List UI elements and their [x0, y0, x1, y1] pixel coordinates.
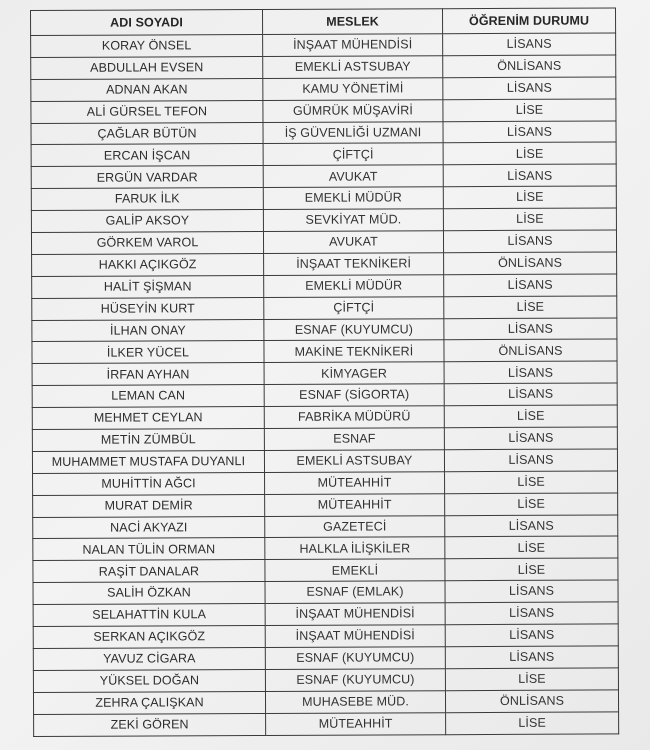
table-row — [33, 493, 618, 517]
cell-education: LİSE — [445, 558, 618, 581]
cell-profession: KİMYAGER — [264, 362, 444, 385]
cell-profession: EMEKLİ MÜDÜR — [264, 274, 444, 297]
cell-education: LİSANS — [443, 164, 616, 187]
table-row — [31, 142, 616, 166]
cell-education: LİSE — [445, 536, 618, 559]
cell-name: ERGÜN VARDAR — [31, 166, 263, 189]
cell-name: ADNAN AKAN — [31, 78, 263, 101]
cell-education: ÖNLİSANS — [444, 252, 617, 275]
cell-name: HÜSEYİN KURT — [32, 297, 264, 320]
header-name: ADI SOYADI — [31, 9, 263, 35]
cell-profession: EMEKLİ ASTSUBAY — [263, 56, 443, 79]
cell-profession: AVUKAT — [263, 231, 443, 254]
cell-education: LİSANS — [443, 77, 616, 100]
cell-profession: EMEKLİ MÜDÜR — [263, 187, 443, 210]
table-row — [33, 646, 618, 670]
cell-profession: ESNAF (KUYUMCU) — [265, 647, 445, 670]
cell-education: LİSE — [444, 296, 617, 319]
table-body — [31, 33, 619, 736]
cell-profession: ESNAF (KUYUMCU) — [265, 669, 445, 692]
cell-education: LİSE — [443, 186, 616, 209]
cell-education: ÖNLİSANS — [445, 690, 618, 713]
table-row — [33, 558, 618, 582]
cell-profession: KAMU YÖNETİMİ — [263, 77, 443, 100]
cell-education: LİSANS — [444, 427, 617, 450]
cell-name: NALAN TÜLİN ORMAN — [33, 538, 265, 561]
table-row — [32, 427, 617, 451]
candidate-table — [30, 7, 619, 736]
table-row — [31, 99, 616, 123]
cell-name: YÜKSEL DOĞAN — [33, 669, 265, 692]
cell-education: LİSE — [443, 142, 616, 165]
cell-profession: ESNAF — [264, 428, 444, 451]
cell-name: ZEKİ GÖREN — [34, 713, 266, 736]
cell-education: LİSANS — [444, 318, 617, 341]
cell-education: LİSANS — [444, 274, 617, 297]
cell-profession: GAZETECİ — [265, 515, 445, 538]
cell-profession: MUHASEBE MÜD. — [265, 690, 445, 713]
table-row — [32, 449, 617, 473]
cell-profession: İNŞAAT MÜHENDİSİ — [263, 34, 443, 57]
table-row — [31, 33, 616, 57]
table-row — [32, 296, 617, 320]
header-row — [31, 8, 616, 36]
table-row — [32, 405, 617, 429]
cell-name: MEHMET CEYLAN — [32, 407, 264, 430]
cell-name: YAVUZ CİGARA — [33, 647, 265, 670]
table-row — [33, 602, 618, 626]
cell-education: LİSANS — [444, 449, 617, 472]
cell-name: ÇAĞLAR BÜTÜN — [31, 122, 263, 145]
cell-name: İLKER YÜCEL — [32, 341, 264, 364]
cell-profession: İŞ GÜVENLİĞİ UZMANI — [263, 121, 443, 144]
cell-profession: AVUKAT — [263, 165, 443, 188]
cell-name: MUHİTTİN AĞCI — [33, 472, 265, 495]
cell-education: LİSE — [446, 712, 619, 735]
cell-name: NACİ AKYAZI — [33, 516, 265, 539]
cell-profession: İNŞAAT TEKNİKERİ — [264, 253, 444, 276]
table-row — [31, 186, 616, 210]
table-row — [32, 252, 617, 276]
cell-name: SERKAN AÇIKGÖZ — [33, 626, 265, 649]
table-row — [33, 580, 618, 604]
table-row — [32, 274, 617, 298]
cell-name: HAKKI AÇIKGÖZ — [32, 253, 264, 276]
cell-name: KORAY ÖNSEL — [31, 34, 263, 57]
cell-education: LİSANS — [445, 646, 618, 669]
cell-profession: ESNAF (KUYUMCU) — [264, 318, 444, 341]
cell-name: ABDULLAH EVSEN — [31, 56, 263, 79]
cell-education: LİSE — [444, 405, 617, 428]
cell-education: ÖNLİSANS — [444, 339, 617, 362]
cell-education: LİSE — [445, 668, 618, 691]
cell-name: HALİT ŞİŞMAN — [32, 275, 264, 298]
header-education: ÖĞRENİM DURUMU — [442, 8, 615, 34]
cell-name: FARUK İLK — [31, 188, 263, 211]
table-row — [33, 668, 618, 692]
table-row — [32, 383, 617, 407]
cell-name: ZEHRA ÇALIŞKAN — [33, 691, 265, 714]
cell-education: LİSE — [443, 208, 616, 231]
cell-profession: SEVKİYAT MÜD. — [263, 209, 443, 232]
document-sheet — [30, 10, 615, 737]
cell-name: MUHAMMET MUSTAFA DUYANLI — [32, 450, 264, 473]
cell-education: ÖNLİSANS — [443, 55, 616, 78]
table-row — [34, 712, 619, 736]
cell-profession: GÜMRÜK MÜŞAVİRİ — [263, 99, 443, 122]
cell-name: ERCAN İŞCAN — [31, 144, 263, 167]
cell-education: LİSANS — [445, 602, 618, 625]
cell-profession: EMEKLİ ASTSUBAY — [264, 450, 444, 473]
cell-name: GALİP AKSOY — [31, 210, 263, 233]
cell-name: İRFAN AYHAN — [32, 363, 264, 386]
table-row — [33, 536, 618, 560]
cell-profession: MÜTEAHHİT — [266, 712, 446, 735]
cell-education: LİSE — [445, 471, 618, 494]
table-row — [33, 624, 618, 648]
cell-name: İLHAN ONAY — [32, 319, 264, 342]
cell-education: LİSE — [443, 99, 616, 122]
header-profession: MESLEK — [262, 9, 442, 35]
cell-profession: FABRİKA MÜDÜRÜ — [264, 406, 444, 429]
cell-education: LİSANS — [443, 121, 616, 144]
table-row — [32, 318, 617, 342]
cell-name: METİN ZÜMBÜL — [32, 429, 264, 452]
cell-profession: MÜTEAHHİT — [265, 472, 445, 495]
cell-name: ALİ GÜRSEL TEFON — [31, 100, 263, 123]
table-row — [31, 55, 616, 79]
cell-education: LİSE — [445, 493, 618, 516]
cell-education: LİSANS — [443, 33, 616, 56]
cell-education: LİSANS — [444, 361, 617, 384]
table-row — [31, 208, 616, 232]
cell-name: SELAHATTİN KULA — [33, 604, 265, 627]
table-row — [31, 121, 616, 145]
table-row — [32, 339, 617, 363]
cell-name: GÖRKEM VAROL — [31, 231, 263, 254]
cell-education: LİSANS — [443, 230, 616, 253]
cell-profession: EMEKLİ — [265, 559, 445, 582]
cell-education: LİSANS — [445, 624, 618, 647]
cell-name: SALİH ÖZKAN — [33, 582, 265, 605]
cell-profession: MAKİNE TEKNİKERİ — [264, 340, 444, 363]
cell-education: LİSANS — [445, 580, 618, 603]
table-row — [31, 164, 616, 188]
cell-profession: ÇİFTÇİ — [263, 143, 443, 166]
cell-profession: ESNAF (SİGORTA) — [264, 384, 444, 407]
cell-name: MURAT DEMİR — [33, 494, 265, 517]
cell-education: LİSANS — [445, 515, 618, 538]
table-row — [31, 230, 616, 254]
cell-profession: HALKLA İLİŞKİLER — [265, 537, 445, 560]
cell-profession: İNŞAAT MÜHENDİSİ — [265, 603, 445, 626]
table-row — [31, 77, 616, 101]
cell-education: LİSANS — [444, 383, 617, 406]
cell-profession: MÜTEAHHİT — [265, 493, 445, 516]
cell-name: LEMAN CAN — [32, 385, 264, 408]
cell-profession: ESNAF (EMLAK) — [265, 581, 445, 604]
table-row — [32, 361, 617, 385]
cell-profession: ÇİFTÇİ — [264, 296, 444, 319]
cell-profession: İNŞAAT MÜHENDİSİ — [265, 625, 445, 648]
table-row — [33, 471, 618, 495]
table-row — [33, 690, 618, 714]
table-row — [33, 515, 618, 539]
cell-name: RAŞİT DANALAR — [33, 560, 265, 583]
